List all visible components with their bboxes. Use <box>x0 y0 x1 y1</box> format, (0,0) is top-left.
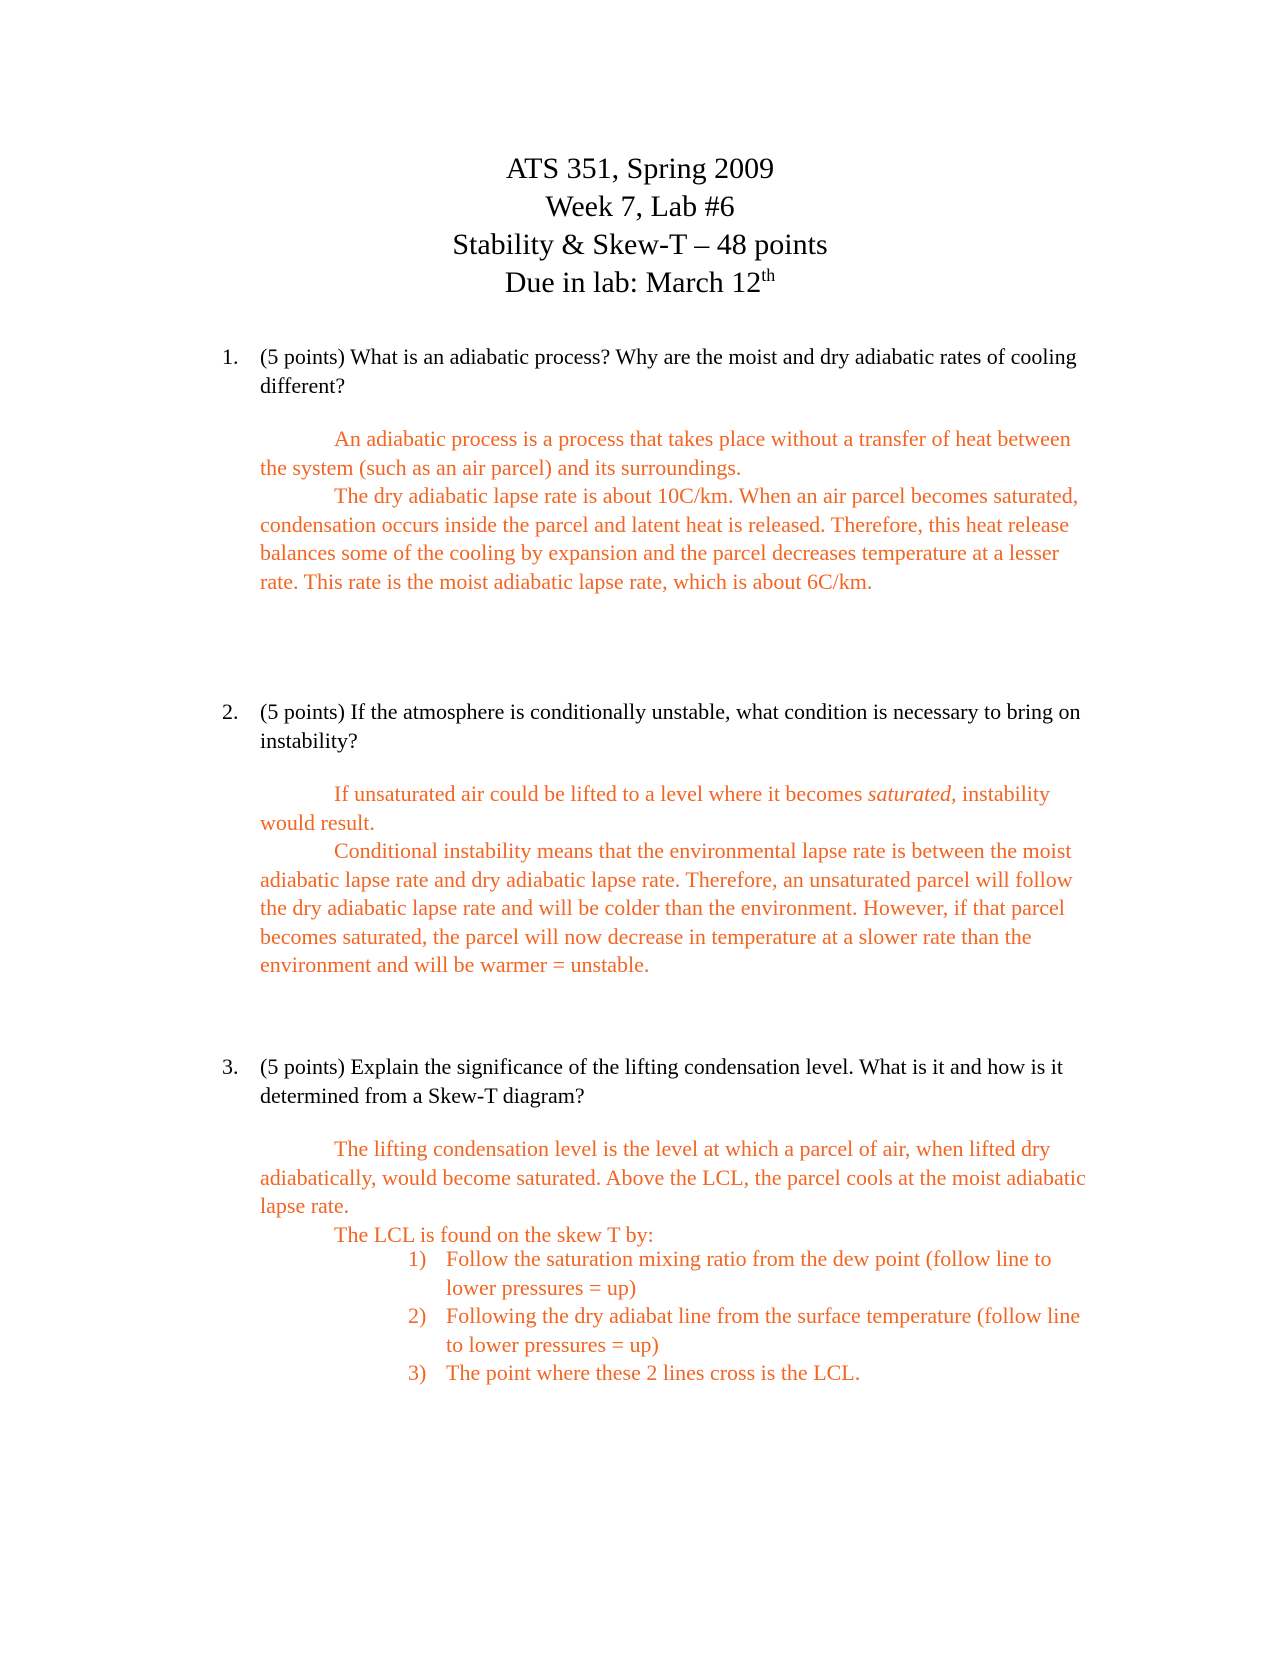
list-item <box>408 1245 1088 1302</box>
answer-text: instability would result. <box>260 781 1051 835</box>
answer-paragraph: The dry adiabatic lapse rate is about 10C/km. When an air parcel becomes saturated, condensation occurs inside the parcel and latent heat is released. Therefore, this heat release balances some of the cooling by expansion and the parcel decreases temperature at a lesser rate. This rate is the moist adiabatic lapse rate, which is about 6C/km. <box>260 483 1079 594</box>
answer-paragraph: The lifting condensation level is the level at which a parcel of air, when lifted dry adiabatically, would become saturated. Above the LCL, the parcel cools at the moist adiabatic lapse rate. <box>260 1136 1086 1218</box>
step-text: Following the dry adiabat line from the surface temperature (follow line to lower pressures = up) <box>446 1303 1081 1357</box>
question-1 <box>222 343 1082 400</box>
week-line: Week 7, Lab #6 <box>545 190 735 223</box>
answer-emphasis: saturated, <box>867 781 957 806</box>
due-superscript: th <box>761 265 776 285</box>
topic-line: Stability & Skew-T – 48 points <box>452 228 828 261</box>
answer-text: If unsaturated air could be lifted to a level where it becomes <box>334 781 868 806</box>
question-3 <box>222 1053 1082 1110</box>
answer-paragraph: Conditional instability means that the environmental lapse rate is between the moist adiabatic lapse rate and dry adiabatic lapse rate. Therefore, an unsaturated parcel will follow the dry adiabatic lapse rate and will be colder than the environment. However, if that parcel becomes saturated, the parcel will now decrease in temperature at a slower rate than the environment and will be warmer = unstable. <box>260 838 1073 977</box>
step-number: 2) <box>408 1303 427 1328</box>
answer-3 <box>260 1135 1090 1249</box>
question-number: 1. <box>222 344 239 369</box>
list-item <box>408 1302 1088 1359</box>
question-text: (5 points) What is an adiabatic process? Why are the moist and dry adiabatic rates of cooling different? <box>260 344 1077 398</box>
answer-paragraph <box>260 780 1090 837</box>
step-text: Follow the saturation mixing ratio from the dew point (follow line to lower pressures = up) <box>446 1246 1052 1300</box>
answer-2 <box>260 780 1090 980</box>
step-number: 3) <box>408 1360 427 1385</box>
due-line <box>0 264 1280 302</box>
lcl-steps-list <box>408 1245 1088 1388</box>
course-line: ATS 351, Spring 2009 <box>505 152 775 185</box>
list-item <box>408 1359 1088 1388</box>
question-text: (5 points) Explain the significance of the lifting condensation level. What is it and how is it determined from a Skew-T diagram? <box>260 1054 1064 1108</box>
question-number: 2. <box>222 699 239 724</box>
question-text: (5 points) If the atmosphere is conditionally unstable, what condition is necessary to bring on instability? <box>260 699 1081 753</box>
due-text: Due in lab: March 12 <box>504 266 762 299</box>
question-number: 3. <box>222 1054 239 1079</box>
step-number: 1) <box>408 1246 427 1271</box>
answer-paragraph: An adiabatic process is a process that takes place without a transfer of heat between the system (such as an air parcel) and its surroundings. <box>260 426 1071 480</box>
answer-1 <box>260 425 1090 596</box>
answer-paragraph: The LCL is found on the skew T by: <box>334 1221 654 1247</box>
document-title <box>0 150 1280 302</box>
step-text: The point where these 2 lines cross is the LCL. <box>446 1360 861 1385</box>
question-2 <box>222 698 1082 755</box>
